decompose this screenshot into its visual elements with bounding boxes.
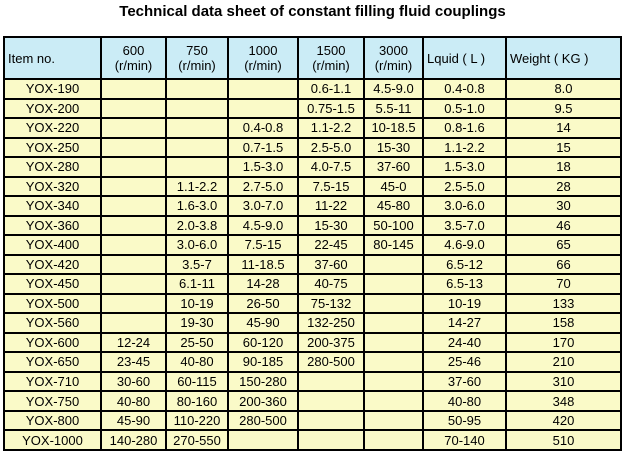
value-cell	[298, 391, 364, 411]
couplings-data-table	[3, 36, 622, 451]
value-cell: 37-60	[298, 255, 364, 275]
item-no-cell: YOX-400	[4, 235, 101, 255]
value-cell: 10-19	[166, 294, 228, 314]
value-cell	[364, 372, 423, 392]
value-cell: 7.5-15	[228, 235, 298, 255]
table-row	[4, 391, 621, 411]
item-no-cell: YOX-710	[4, 372, 101, 392]
value-cell: 28	[506, 177, 621, 197]
value-cell: 90-185	[228, 352, 298, 372]
table-row	[4, 118, 621, 138]
value-cell: 19-30	[166, 313, 228, 333]
value-cell	[101, 118, 166, 138]
value-cell: 310	[506, 372, 621, 392]
item-no-cell: YOX-750	[4, 391, 101, 411]
value-cell	[364, 411, 423, 431]
value-cell	[101, 157, 166, 177]
item-no-cell: YOX-450	[4, 274, 101, 294]
value-cell: 14-27	[423, 313, 506, 333]
value-cell: 348	[506, 391, 621, 411]
value-cell: 30-60	[101, 372, 166, 392]
value-cell: 14	[506, 118, 621, 138]
value-cell: 46	[506, 216, 621, 236]
value-cell: 15-30	[364, 138, 423, 158]
value-cell: 8.0	[506, 79, 621, 99]
value-cell: 60-120	[228, 333, 298, 353]
value-cell	[364, 313, 423, 333]
item-no-cell: YOX-650	[4, 352, 101, 372]
header-3000-rpm	[364, 37, 423, 79]
value-cell	[166, 99, 228, 119]
value-cell: 280-500	[228, 411, 298, 431]
value-cell: 210	[506, 352, 621, 372]
value-cell: 2.5-5.0	[423, 177, 506, 197]
value-cell: 0.5-1.0	[423, 99, 506, 119]
table-row	[4, 294, 621, 314]
header-sublabel: (r/min)	[114, 58, 153, 73]
value-cell: 132-250	[298, 313, 364, 333]
value-cell: 70-140	[423, 430, 506, 450]
table-row	[4, 411, 621, 431]
value-cell: 40-80	[423, 391, 506, 411]
value-cell: 3.5-7	[166, 255, 228, 275]
value-cell: 45-80	[364, 196, 423, 216]
value-cell: 280-500	[298, 352, 364, 372]
header-sublabel: (r/min)	[244, 58, 282, 73]
value-cell: 420	[506, 411, 621, 431]
header-1000-rpm	[228, 37, 298, 79]
item-no-cell: YOX-500	[4, 294, 101, 314]
table-header	[4, 37, 621, 79]
value-cell	[364, 274, 423, 294]
header-item-no	[4, 37, 101, 79]
value-cell: 70	[506, 274, 621, 294]
value-cell	[101, 216, 166, 236]
value-cell: 200-375	[298, 333, 364, 353]
value-cell: 10-19	[423, 294, 506, 314]
value-cell: 37-60	[423, 372, 506, 392]
value-cell: 2.0-3.8	[166, 216, 228, 236]
header-weight	[506, 37, 621, 79]
value-cell: 15	[506, 138, 621, 158]
value-cell: 4.5-9.0	[364, 79, 423, 99]
value-cell: 80-160	[166, 391, 228, 411]
value-cell: 2.7-5.0	[228, 177, 298, 197]
table-row	[4, 255, 621, 275]
value-cell: 45-90	[228, 313, 298, 333]
item-no-cell: YOX-190	[4, 79, 101, 99]
value-cell	[298, 430, 364, 450]
value-cell	[228, 99, 298, 119]
value-cell: 6.5-13	[423, 274, 506, 294]
value-cell	[364, 255, 423, 275]
value-cell	[101, 177, 166, 197]
header-sublabel: (r/min)	[178, 58, 216, 73]
value-cell	[364, 352, 423, 372]
header-label: 1500	[316, 43, 346, 58]
value-cell: 140-280	[101, 430, 166, 450]
value-cell: 0.6-1.1	[298, 79, 364, 99]
value-cell: 37-60	[364, 157, 423, 177]
header-label: 600	[122, 43, 145, 58]
value-cell: 3.5-7.0	[423, 216, 506, 236]
item-no-cell: YOX-340	[4, 196, 101, 216]
value-cell: 110-220	[166, 411, 228, 431]
value-cell: 45-0	[364, 177, 423, 197]
value-cell: 15-30	[298, 216, 364, 236]
value-cell: 4.5-9.0	[228, 216, 298, 236]
value-cell: 18	[506, 157, 621, 177]
value-cell: 6.1-11	[166, 274, 228, 294]
value-cell: 5.5-11	[364, 99, 423, 119]
value-cell: 4.0-7.5	[298, 157, 364, 177]
value-cell: 1.5-3.0	[423, 157, 506, 177]
item-no-cell: YOX-200	[4, 99, 101, 119]
table-row	[4, 216, 621, 236]
value-cell: 2.5-5.0	[298, 138, 364, 158]
item-no-cell: YOX-800	[4, 411, 101, 431]
table-row	[4, 79, 621, 99]
value-cell	[166, 118, 228, 138]
table-row	[4, 274, 621, 294]
table-row	[4, 313, 621, 333]
item-no-cell: YOX-1000	[4, 430, 101, 450]
header-label: 3000	[379, 43, 408, 58]
value-cell	[101, 99, 166, 119]
value-cell: 0.75-1.5	[298, 99, 364, 119]
item-no-cell: YOX-250	[4, 138, 101, 158]
value-cell: 150-280	[228, 372, 298, 392]
item-no-cell: YOX-360	[4, 216, 101, 236]
header-label: Item no.	[8, 50, 55, 66]
value-cell: 4.6-9.0	[423, 235, 506, 255]
header-row	[4, 37, 621, 79]
value-cell: 14-28	[228, 274, 298, 294]
value-cell	[364, 391, 423, 411]
table-row	[4, 333, 621, 353]
value-cell: 22-45	[298, 235, 364, 255]
header-600-rpm	[101, 37, 166, 79]
value-cell: 0.4-0.8	[228, 118, 298, 138]
value-cell: 158	[506, 313, 621, 333]
value-cell	[166, 138, 228, 158]
value-cell	[166, 79, 228, 99]
value-cell	[101, 235, 166, 255]
table-row	[4, 352, 621, 372]
value-cell: 1.1-2.2	[166, 177, 228, 197]
header-sublabel: (r/min)	[374, 58, 413, 73]
value-cell	[101, 313, 166, 333]
value-cell	[101, 255, 166, 275]
value-cell	[101, 274, 166, 294]
value-cell	[364, 430, 423, 450]
header-label: 1000	[248, 43, 278, 58]
value-cell: 40-80	[166, 352, 228, 372]
value-cell: 40-80	[101, 391, 166, 411]
table-row	[4, 235, 621, 255]
value-cell: 6.5-12	[423, 255, 506, 275]
table-row	[4, 177, 621, 197]
table-row	[4, 372, 621, 392]
value-cell: 3.0-7.0	[228, 196, 298, 216]
value-cell: 50-100	[364, 216, 423, 236]
value-cell	[228, 430, 298, 450]
value-cell	[228, 79, 298, 99]
table-body	[4, 79, 621, 450]
header-label: Lquid ( L )	[427, 50, 486, 66]
value-cell: 1.1-2.2	[298, 118, 364, 138]
header-1500-rpm	[298, 37, 364, 79]
value-cell: 12-24	[101, 333, 166, 353]
value-cell: 510	[506, 430, 621, 450]
value-cell: 50-95	[423, 411, 506, 431]
value-cell: 23-45	[101, 352, 166, 372]
item-no-cell: YOX-220	[4, 118, 101, 138]
header-liquid	[423, 37, 506, 79]
value-cell: 1.1-2.2	[423, 138, 506, 158]
table-row	[4, 138, 621, 158]
table-row	[4, 430, 621, 450]
value-cell: 3.0-6.0	[423, 196, 506, 216]
item-no-cell: YOX-420	[4, 255, 101, 275]
value-cell: 1.6-3.0	[166, 196, 228, 216]
value-cell: 200-360	[228, 391, 298, 411]
value-cell: 3.0-6.0	[166, 235, 228, 255]
value-cell	[101, 79, 166, 99]
value-cell: 270-550	[166, 430, 228, 450]
table-row	[4, 196, 621, 216]
value-cell: 10-18.5	[364, 118, 423, 138]
value-cell: 40-75	[298, 274, 364, 294]
value-cell	[166, 157, 228, 177]
value-cell	[364, 333, 423, 353]
value-cell: 11-18.5	[228, 255, 298, 275]
header-sublabel: (r/min)	[312, 58, 350, 73]
value-cell: 9.5	[506, 99, 621, 119]
header-750-rpm	[166, 37, 228, 79]
value-cell: 45-90	[101, 411, 166, 431]
header-label: Weight ( KG )	[510, 50, 589, 66]
value-cell: 75-132	[298, 294, 364, 314]
header-label: 750	[186, 43, 208, 58]
value-cell: 11-22	[298, 196, 364, 216]
value-cell	[101, 138, 166, 158]
value-cell: 30	[506, 196, 621, 216]
value-cell: 66	[506, 255, 621, 275]
value-cell: 26-50	[228, 294, 298, 314]
item-no-cell: YOX-320	[4, 177, 101, 197]
value-cell: 24-40	[423, 333, 506, 353]
item-no-cell: YOX-600	[4, 333, 101, 353]
value-cell	[298, 372, 364, 392]
table-row	[4, 99, 621, 119]
item-no-cell: YOX-280	[4, 157, 101, 177]
value-cell: 65	[506, 235, 621, 255]
value-cell	[364, 294, 423, 314]
value-cell: 25-50	[166, 333, 228, 353]
item-no-cell: YOX-560	[4, 313, 101, 333]
value-cell: 0.7-1.5	[228, 138, 298, 158]
value-cell: 60-115	[166, 372, 228, 392]
value-cell: 25-46	[423, 352, 506, 372]
value-cell	[298, 411, 364, 431]
value-cell	[101, 294, 166, 314]
page-title: Technical data sheet of constant filling fluid couplings	[119, 3, 506, 20]
value-cell: 170	[506, 333, 621, 353]
value-cell	[101, 196, 166, 216]
table-row	[4, 157, 621, 177]
value-cell: 0.4-0.8	[423, 79, 506, 99]
value-cell: 133	[506, 294, 621, 314]
value-cell: 1.5-3.0	[228, 157, 298, 177]
value-cell: 0.8-1.6	[423, 118, 506, 138]
value-cell: 7.5-15	[298, 177, 364, 197]
value-cell: 80-145	[364, 235, 423, 255]
